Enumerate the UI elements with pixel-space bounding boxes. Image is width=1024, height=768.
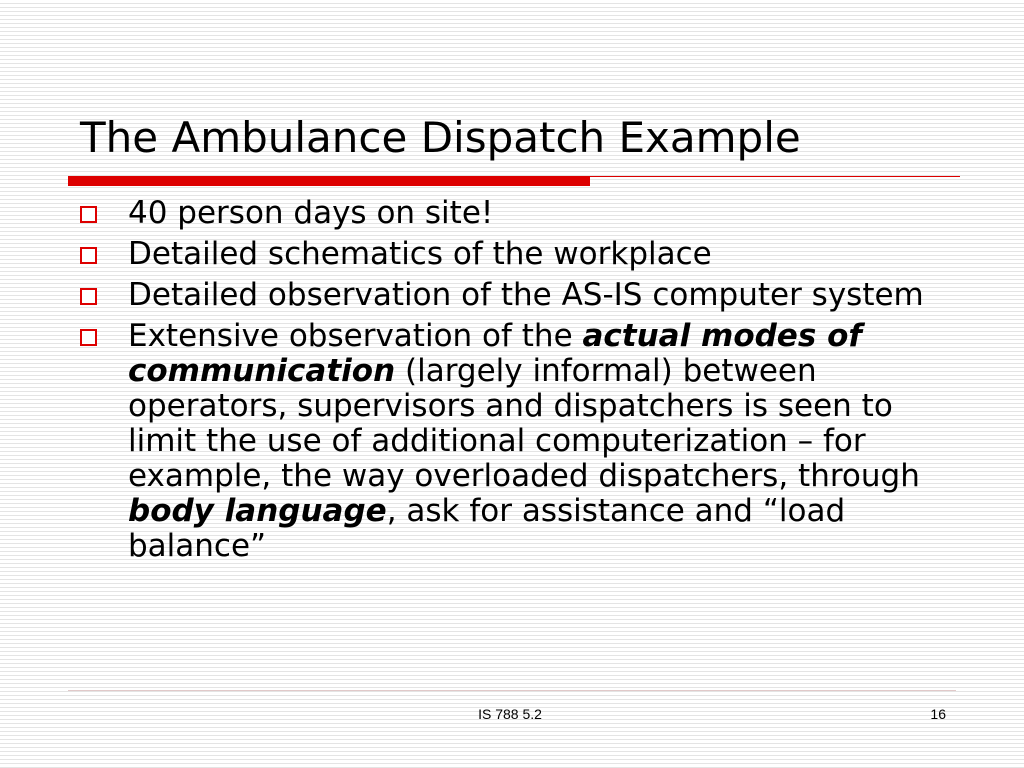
bullet-item-observation	[80, 278, 960, 313]
bullet-item-schematics	[80, 237, 960, 272]
bullet-list	[80, 196, 960, 570]
bullet-text-part: , ask for assistance and “load balance”	[128, 493, 846, 564]
hollow-square-icon	[80, 247, 97, 264]
bullet-text: 40 person days on site!	[128, 195, 494, 231]
hollow-square-icon	[80, 329, 97, 346]
bullet-emphasis: body language	[128, 493, 387, 529]
bullet-text: Detailed schematics of the workplace	[128, 236, 712, 272]
footer-page-number: 16	[930, 706, 946, 722]
bullet-text-part: (largely informal) between operators, supervisors and dispatchers is seen to limit the use of additional computerization – for example, the way overloaded dispatchers, through	[128, 353, 920, 494]
bullet-emphasis: actual modes of communication	[128, 318, 862, 389]
footer-divider	[68, 690, 956, 691]
bullet-item-communication	[80, 319, 960, 564]
hollow-square-icon	[80, 288, 97, 305]
bullet-item-site-days	[80, 196, 960, 231]
bullet-text-part: Extensive observation of the	[128, 318, 583, 354]
title-underline-thick	[68, 176, 590, 186]
hollow-square-icon	[80, 206, 97, 223]
bullet-text: Detailed observation of the AS-IS computer system	[128, 277, 924, 313]
slide-title: The Ambulance Dispatch Example	[80, 113, 801, 162]
title-underline-thin	[590, 176, 960, 177]
footer-course-label: IS 788 5.2	[478, 706, 542, 722]
